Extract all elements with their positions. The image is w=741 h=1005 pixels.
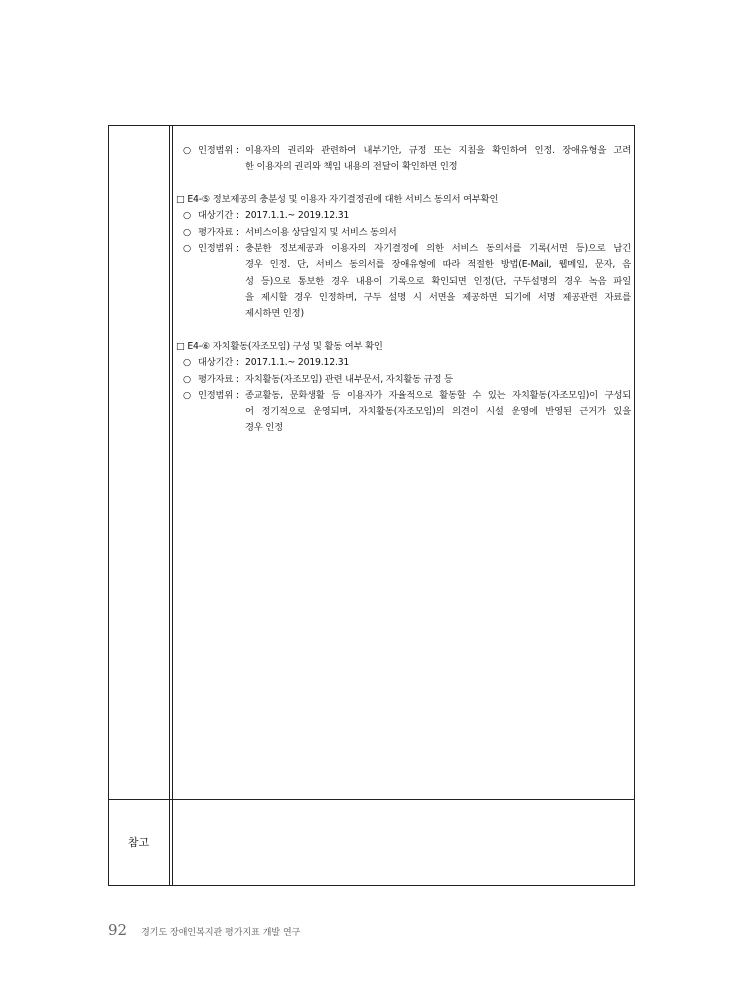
criterion-item-line — [176, 225, 631, 241]
criterion-item-line — [176, 388, 631, 404]
block-spacer — [176, 322, 631, 339]
criterion-item-line — [176, 241, 631, 257]
item-label: 평가자료 : — [198, 226, 239, 238]
item-text: 2017.1.1.~ 2019.12.31 — [245, 357, 350, 369]
criterion-item-line — [176, 355, 631, 371]
item-text: 성 등)으로 통보한 경우 내용이 기록으로 확인되면 인정(단, 구두설명의 경우 녹음 파일 — [245, 275, 631, 287]
document-title: 경기도 장애인복지관 평가지표 개발 연구 — [141, 928, 301, 938]
item-label: 평가자료 : — [198, 373, 239, 385]
criterion-item-line — [176, 404, 631, 420]
item-text: 경우 인정. 단, 서비스 동의서를 장애유형에 따라 적절한 방법(E-Mail, 웹메일, 문자, 음 — [245, 259, 631, 271]
item-text: 제시하면 인정) — [245, 308, 304, 320]
criterion-heading: □ E4-⑤ 정보제공의 충분성 및 이용자 자기결정권에 대한 서비스 동의서 여부확인 — [176, 194, 499, 206]
item-text: 을 제시할 경우 인정하며, 구두 설명 시 서면을 제공하면 되기에 서명 제공관련 자료를 — [245, 291, 631, 303]
criterion-item-line — [176, 274, 631, 290]
item-text: 어 정기적으로 운영되며, 자치활동(자조모임)의 의견이 시설 운영에 반영된 근거가 있을 — [245, 406, 631, 418]
item-text: 충분한 정보제공과 이용자의 자기결정에 의한 서비스 동의서를 기록(서면 등)으로 남긴 — [245, 242, 631, 254]
block-spacer — [176, 176, 631, 193]
item-label: 인정범위 : — [198, 389, 239, 401]
item-text: 서비스이용 상담일지 및 서비스 동의서 — [245, 226, 397, 238]
item-text: 경우 인정 — [245, 422, 283, 434]
bullet-circle-icon: ○ — [183, 210, 191, 222]
page-footer — [108, 921, 300, 939]
item-text: 자치활동(자조모임) 관련 내부문서, 자치활동 규정 등 — [245, 373, 453, 385]
bullet-circle-icon: ○ — [183, 226, 191, 238]
item-label: 대상기간 : — [198, 357, 239, 369]
criterion-item-line — [176, 420, 631, 436]
reference-label: 참고 — [127, 836, 150, 849]
row-divider — [108, 799, 635, 800]
page-number: 92 — [108, 921, 128, 939]
bullet-circle-icon: ○ — [183, 389, 191, 401]
criterion-item-line — [176, 372, 631, 388]
criterion-item-line — [176, 143, 631, 159]
criterion-heading: □ E4-⑥ 자치활동(자조모임) 구성 및 활동 여부 확인 — [176, 340, 383, 352]
bullet-circle-icon: ○ — [183, 242, 191, 254]
bullet-circle-icon: ○ — [183, 357, 191, 369]
item-label: 인정범위 : — [198, 145, 239, 156]
item-text: 한 이용자의 권리와 책임 내용의 전달이 확인하면 인정 — [245, 161, 458, 173]
criterion-item-line — [176, 208, 631, 224]
bullet-circle-icon: ○ — [183, 145, 191, 156]
item-text: 이용자의 권리와 관련하여 내부기안, 규정 또는 지침을 확인하여 인정. 장애유형을 고려 — [245, 145, 631, 156]
criterion-item-line — [176, 159, 631, 175]
criterion-item-line — [176, 306, 631, 322]
criterion-item-line — [176, 290, 631, 306]
item-text: 종교활동, 문화생활 등 이용자가 자율적으로 활동할 수 있는 자치활동(자조모임)이 구성되 — [245, 389, 631, 401]
item-label: 인정범위 : — [198, 242, 239, 254]
criterion-item-line — [176, 257, 631, 273]
item-text: 2017.1.1.~ 2019.12.31 — [245, 210, 350, 222]
bullet-circle-icon: ○ — [183, 373, 191, 385]
column-divider-double — [172, 125, 173, 886]
criteria-content — [176, 143, 631, 437]
item-label: 대상기간 : — [198, 210, 239, 222]
column-divider — [169, 125, 170, 886]
